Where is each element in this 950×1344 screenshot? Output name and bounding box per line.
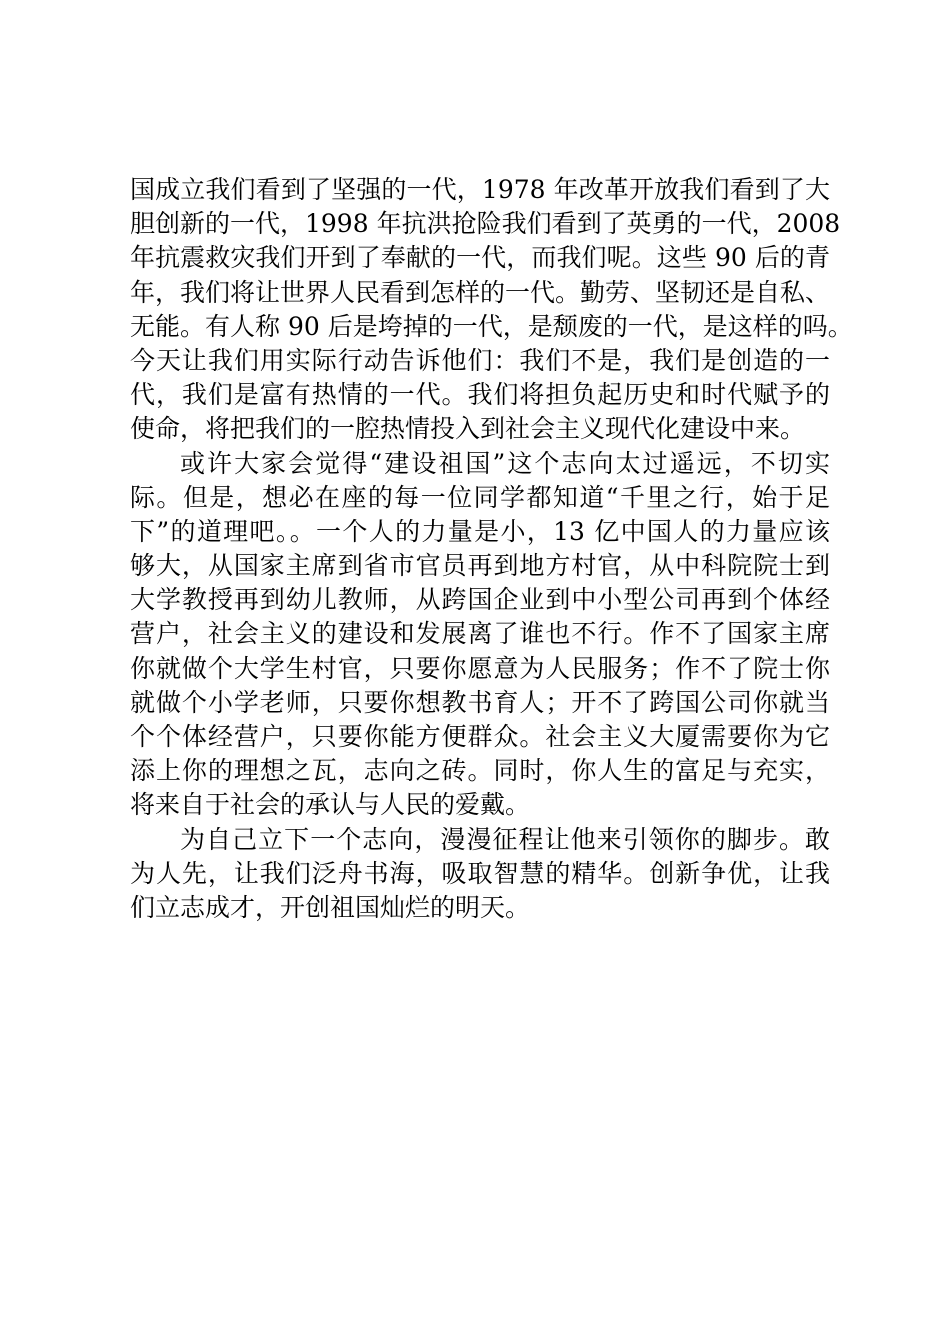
text-line: 们立志成才，开创祖国灿烂的明天。	[130, 892, 531, 922]
text-line: 无能。有人称 90 后是垮掉的一代，是颓废的一代，是这样的吗。	[130, 311, 853, 341]
paragraph-3	[130, 823, 830, 926]
text-line: 代，我们是富有热情的一代。我们将担负起历史和时代赋予的	[130, 380, 830, 410]
text-line: 添上你的理想之瓦，志向之砖。同时，你人生的富足与充实，	[130, 756, 830, 786]
text-line: 为人先，让我们泛舟书海，吸取智慧的精华。创新争优，让我	[130, 858, 830, 888]
text-line: 下”的道理吧。。一个人的力量是小，13 亿中国人的力量应该	[130, 516, 830, 546]
text-line: 就做个小学老师，只要你想教书育人；开不了跨国公司你就当	[130, 687, 830, 717]
text-line: 你就做个大学生村官，只要你愿意为人民服务；作不了院士你	[130, 653, 830, 683]
text-line: 个个体经营户，只要你能方便群众。社会主义大厦需要你为它	[130, 722, 830, 751]
text-line: 将来自于社会的承认与人民的爱戴。	[130, 790, 531, 820]
text-line: 大学教授再到幼儿教师，从跨国企业到中小型公司再到个体经	[130, 585, 830, 615]
text-line: 使命，将把我们的一腔热情投入到社会主义现代化建设中来。	[130, 414, 806, 444]
text-line: 国成立我们看到了坚强的一代，1978 年改革开放我们看到了大	[130, 175, 830, 204]
paragraph-1	[130, 173, 853, 447]
text-line: 够大，从国家主席到省市官员再到地方村官，从中科院院士到	[130, 551, 830, 581]
text-line: 胆创新的一代，1998 年抗洪抢险我们看到了英勇的一代，2008	[130, 209, 841, 239]
text-line: 或许大家会觉得“建设祖国”这个志向太过遥远，不切实	[180, 448, 830, 478]
text-line: 为自己立下一个志向，漫漫征程让他来引领你的脚步。敢	[180, 824, 830, 854]
paragraph-2	[130, 447, 830, 823]
text-line: 年抗震救灾我们开到了奉献的一代，而我们呢。这些 90 后的青	[130, 243, 830, 273]
text-line: 年，我们将让世界人民看到怎样的一代。勤劳、坚韧还是自私、	[130, 277, 831, 307]
text-line: 营户，社会主义的建设和发展离了谁也不行。作不了国家主席	[130, 619, 830, 649]
body-text	[130, 173, 853, 925]
text-line: 际。但是，想必在座的每一位同学都知道“千里之行，始于足	[130, 482, 830, 512]
text-line: 今天让我们用实际行动告诉他们：我们不是，我们是创造的一	[130, 345, 830, 375]
